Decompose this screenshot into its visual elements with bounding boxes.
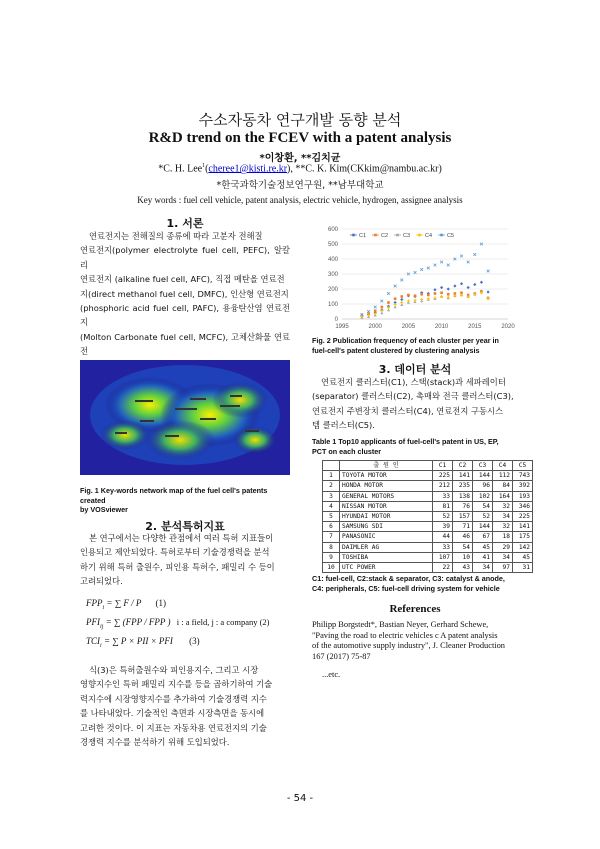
references-etc: ...etc. <box>322 670 341 679</box>
data-point <box>394 303 397 306</box>
table1-note <box>312 574 522 593</box>
table-header-cell: C3 <box>473 461 493 471</box>
table-cell: 144 <box>473 471 493 481</box>
authors-korean: *이창환, **김치균 <box>259 153 341 164</box>
table-cell: 6 <box>323 522 340 532</box>
caption-line: fuel-cell's patent clustered by clustering analysis <box>312 345 480 355</box>
data-point <box>487 270 490 273</box>
data-point <box>447 296 450 299</box>
chart-y-ticks <box>328 227 339 323</box>
text-line: 본 연구에서는 다양한 관점에서 여러 특허 지표들이 <box>89 533 274 543</box>
reference-line: 167 (2017) 75-87 <box>312 651 371 661</box>
legend-marker <box>396 234 399 237</box>
y-tick-label: 600 <box>327 227 338 233</box>
data-point <box>467 261 470 264</box>
legend-marker <box>374 234 377 237</box>
data-point <box>427 294 430 297</box>
table-cell: 43 <box>453 562 473 572</box>
author1-email-close: ), <box>287 163 293 175</box>
eq1-rhs: = ∑ F / P <box>106 598 142 608</box>
table-cell: 10 <box>323 562 340 572</box>
table1-caption <box>312 437 522 456</box>
text-line: 고려한 것이다. 이 지표는 자동차용 연료전지의 기술 <box>80 722 267 733</box>
sec2-after-paragraph <box>80 663 290 749</box>
text-line: 하기 위해 특허 출원수, 피인용 특허수, 패밀리 수 등이 <box>80 561 275 572</box>
table-cell: 107 <box>433 552 453 562</box>
table-cell: 7 <box>323 532 340 542</box>
text-line: 연료전지 (alkaline fuel cell, AFC), 직접 메탄올 연료전 <box>80 274 285 285</box>
table-cell: 212 <box>433 481 453 491</box>
table-cell: HONDA MOTOR <box>340 481 433 491</box>
text-line: 식(3)은 특허출원수와 피인용지수, 그리고 시장 <box>89 665 259 675</box>
table-header-cell: C2 <box>453 461 473 471</box>
y-tick-label: 100 <box>327 302 338 308</box>
intro-heading: 1. 서론 <box>166 217 204 230</box>
data-point <box>400 298 403 301</box>
reference-line: "Paving the road to electric vehicles c A patent analysis <box>312 630 498 640</box>
table-cell: 4 <box>323 501 340 511</box>
table-cell: 52 <box>473 511 493 521</box>
table-cell: PANASONIC <box>340 532 433 542</box>
data-point <box>447 293 450 296</box>
table-row <box>323 511 533 521</box>
table-header-cell <box>323 461 340 471</box>
caption-line: by VOSviewer <box>80 505 128 514</box>
table-cell: 45 <box>513 552 533 562</box>
data-point <box>394 297 397 300</box>
data-point <box>380 300 383 303</box>
fig2-caption <box>312 336 522 355</box>
page-number: - 54 - <box>286 793 314 804</box>
references-heading: References <box>389 603 441 615</box>
table-cell: 45 <box>473 542 493 552</box>
x-tick-label: 2020 <box>501 324 515 330</box>
reference-line: of the automotive supply industry", J. Cleaner Production <box>312 641 505 651</box>
applicants-table <box>322 460 533 573</box>
data-point <box>480 281 483 284</box>
data-point <box>434 292 437 295</box>
data-point <box>440 261 443 264</box>
table-cell: HYUNDAI MOTOR <box>340 511 433 521</box>
table-cell: 34 <box>493 511 513 521</box>
y-tick-label: 400 <box>327 257 338 263</box>
table-cell: 392 <box>513 481 533 491</box>
table-cell: 5 <box>323 511 340 521</box>
equation-3: $TCI_i$ = ∑ P × PII × PFI (3) <box>86 636 200 649</box>
data-point <box>420 293 423 296</box>
table-cell: 1 <box>323 471 340 481</box>
table-header-cell: C1 <box>433 461 453 471</box>
affiliations: *한국과학기술정보연구원, **남부대학교 <box>216 180 384 191</box>
table-row <box>323 562 533 572</box>
table-row <box>323 542 533 552</box>
caption-line: Fig. 2 Publication frequency of each cluster per year in <box>312 336 499 345</box>
data-point <box>420 268 423 271</box>
authors-english <box>0 163 600 174</box>
legend-label: C5 <box>447 233 455 239</box>
data-point <box>486 290 489 293</box>
sec3-heading: 3. 데이터 분석 <box>378 363 452 376</box>
data-point <box>400 295 403 298</box>
legend-marker <box>418 234 421 237</box>
table-cell: 32 <box>493 501 513 511</box>
table-cell: 97 <box>493 562 513 572</box>
data-point <box>374 309 377 312</box>
sec2-heading: 2. 분석특허지표 <box>145 520 225 533</box>
table-cell: 76 <box>453 501 473 511</box>
fig1-caption <box>80 486 290 515</box>
data-point <box>440 286 443 289</box>
table-cell: 10 <box>453 552 473 562</box>
data-point <box>387 292 390 295</box>
table-cell: 102 <box>473 491 493 501</box>
table-cell: TOYOTA MOTOR <box>340 471 433 481</box>
table-cell: 138 <box>453 491 473 501</box>
text-line: (separator) 클러스터(C2), 촉매와 전극 클러스터(C3), <box>312 391 514 402</box>
table-cell: 142 <box>513 542 533 552</box>
table-header-cell: 출 원 인 <box>340 461 433 471</box>
data-point <box>407 300 410 303</box>
author1-superscript: 1 <box>202 163 206 169</box>
table-header-cell: C4 <box>493 461 513 471</box>
data-point <box>447 264 450 267</box>
eq2-rhs: = ∑ (FPP / FPP ) <box>105 617 171 627</box>
y-tick-label: 300 <box>327 272 338 278</box>
table-cell: 141 <box>453 471 473 481</box>
table-cell: 164 <box>493 491 513 501</box>
reference-line: Philipp Borgstedt*, Bastian Neyer, Gerhard Schewe, <box>312 620 489 629</box>
table-row <box>323 552 533 562</box>
y-tick-label: 200 <box>327 287 338 293</box>
caption-line: PCT on each cluster <box>312 446 382 456</box>
data-point <box>400 301 403 304</box>
table-cell: 9 <box>323 552 340 562</box>
legend-label: C4 <box>425 233 433 239</box>
table-cell: 71 <box>453 522 473 532</box>
author1-email-link[interactable]: cheree1@kisti.re.kr <box>208 163 288 175</box>
table-cell: 112 <box>493 471 513 481</box>
equation-2: $PFI_{ij}$ = ∑ (FPP / FPP ) i : a field, j : a company (2) <box>86 617 270 630</box>
table-cell: UTC POWER <box>340 562 433 572</box>
table-cell: TOSHIBA <box>340 552 433 562</box>
text-line: 템 클러스터(C5). <box>312 420 375 431</box>
eq3-rhs: = ∑ P × PII × PFI <box>103 636 173 646</box>
eq2-note: i : a field, j : a company (2) <box>176 617 270 627</box>
table1 <box>322 460 533 573</box>
data-point <box>414 299 417 302</box>
eq1-lhs: FPP <box>86 598 103 608</box>
table-cell: 2 <box>323 481 340 491</box>
table-cell: NISSAN MOTOR <box>340 501 433 511</box>
text-line: 영향지수인 특허 패밀리 지수를 등을 곱하기하여 기술 <box>80 679 273 690</box>
table-cell: 44 <box>433 532 453 542</box>
table-header-cell: C5 <box>513 461 533 471</box>
table-row <box>323 501 533 511</box>
table-header-row <box>323 461 533 471</box>
data-point <box>381 306 384 309</box>
table-cell: 235 <box>453 481 473 491</box>
table-cell: SAMSUNG SDI <box>340 522 433 532</box>
legend-label: C3 <box>403 233 411 239</box>
table-cell: 157 <box>453 511 473 521</box>
caption-line: C1: fuel-cell, C2:stack & separator, C3: catalyst & anode, <box>312 574 505 583</box>
table-cell: 29 <box>493 542 513 552</box>
title-korean: 수소자동차 연구개발 동향 분석 <box>198 111 402 129</box>
data-point <box>473 283 476 286</box>
data-point <box>433 288 436 291</box>
data-point <box>407 294 410 297</box>
eq3-number: (3) <box>189 636 200 646</box>
table-cell: 33 <box>433 491 453 501</box>
sec2-paragraph <box>80 531 290 589</box>
table-row <box>323 481 533 491</box>
data-point <box>473 253 476 256</box>
table-cell: 144 <box>473 522 493 532</box>
caption-line: Fig. 1 Key-words network map of the fuel cell's patents created <box>80 486 268 505</box>
eq1-number: (1) <box>155 598 166 608</box>
table-cell: 96 <box>473 481 493 491</box>
data-point <box>460 255 463 258</box>
text-line: 연료전지 주변장치 클러스터(C4), 연료전지 구동시스 <box>312 405 504 416</box>
chart-gridlines <box>342 229 508 319</box>
table-row <box>323 491 533 501</box>
fig2-scatter-plot <box>310 223 520 335</box>
eq2-lhs: PFI <box>86 617 100 627</box>
caption-line: C4: peripherals, C5: fuel-cell driving system for vehicle <box>312 583 500 593</box>
table-cell: 34 <box>493 552 513 562</box>
legend-label: C2 <box>381 233 389 239</box>
table-row <box>323 522 533 532</box>
text-line: 를 나타내었다. 기술적인 측면과 시장측면을 동시에 <box>80 708 265 719</box>
legend-marker <box>352 234 355 237</box>
x-tick-label: 2005 <box>401 324 416 330</box>
data-point <box>447 287 450 290</box>
data-point <box>420 298 423 301</box>
table-cell: 225 <box>433 471 453 481</box>
data-point <box>414 294 417 297</box>
table-cell: 41 <box>473 552 493 562</box>
data-point <box>434 264 437 267</box>
table-cell: 18 <box>493 532 513 542</box>
eq3-lhs: TCI <box>86 636 101 646</box>
text-line: 연료전지는 전해질의 종류에 따라 고분자 전해질 <box>89 231 263 241</box>
data-point <box>440 291 443 294</box>
table-cell: 32 <box>493 522 513 532</box>
text-line: (phosphoric acid fuel cell, PAFC), 용융탄산염 연료전지 <box>80 303 290 328</box>
y-tick-label: 0 <box>334 317 338 323</box>
table-row <box>323 532 533 542</box>
table-cell: 193 <box>513 491 533 501</box>
x-tick-label: 2010 <box>434 324 449 330</box>
table-row <box>323 471 533 481</box>
author1-email-open: ( <box>205 163 209 175</box>
text-line: 연료전지(polymer electrolyte fuel cell, PEFC), 알칼리 <box>80 245 290 270</box>
data-point <box>394 285 397 288</box>
table-cell: 22 <box>433 562 453 572</box>
table-cell: 31 <box>513 562 533 572</box>
table-cell: 52 <box>433 511 453 521</box>
table-cell: 175 <box>513 532 533 542</box>
x-tick-label: 1995 <box>335 324 349 330</box>
table-cell: 46 <box>453 532 473 542</box>
data-point <box>427 267 430 270</box>
text-line: 인용되고 제안되었다. 특허로부터 기술경쟁력을 분석 <box>80 547 270 558</box>
legend-label: C1 <box>359 233 367 239</box>
chart-points <box>360 243 489 319</box>
data-point <box>414 271 417 274</box>
title-english: R&D trend on the FCEV with a patent analysis <box>148 130 452 146</box>
table-cell: 346 <box>513 501 533 511</box>
x-tick-label: 2015 <box>468 324 482 330</box>
table-cell: 141 <box>513 522 533 532</box>
data-point <box>433 297 436 300</box>
table-cell: 743 <box>513 471 533 481</box>
data-point <box>400 279 403 282</box>
data-point <box>453 284 456 287</box>
text-line: 연료전지 클러스터(C1), 스택(stack)과 세파레이터 <box>321 377 506 387</box>
fig1-heatmap-graphic <box>80 360 290 475</box>
table-cell: 225 <box>513 511 533 521</box>
legend-marker <box>440 234 443 237</box>
table-cell: 81 <box>433 501 453 511</box>
text-line: 력지수에 시장영향지수를 추가하여 기술경쟁력 지수 <box>80 693 267 704</box>
text-line: 지(direct methanol fuel cell, DMFC), 인산형 연료전지 <box>80 288 289 299</box>
data-point <box>467 286 470 289</box>
text-line: (Molton Carbonate fuel cell, MCFC), 고체산화물 연료전 <box>80 331 290 357</box>
table-cell: GENERAL MOTORS <box>340 491 433 501</box>
table-cell: 33 <box>433 542 453 552</box>
data-point <box>427 297 430 300</box>
data-point <box>460 282 463 285</box>
y-tick-label: 500 <box>327 242 338 248</box>
table-cell: 67 <box>473 532 493 542</box>
data-point <box>387 301 390 304</box>
table-cell: 39 <box>433 522 453 532</box>
keywords: Key words : fuel cell vehicle, patent analysis, electric vehicle, hydrogen, assignee analysis <box>137 195 463 205</box>
table-cell: 54 <box>473 501 493 511</box>
author1-name: *C. H. Lee <box>158 163 203 175</box>
references-list <box>312 620 522 662</box>
table-cell: 3 <box>323 491 340 501</box>
equation-1: $FPP_i$ = ∑ F / P (1) <box>86 598 166 611</box>
text-line: 고려되었다. <box>80 576 123 587</box>
table-cell: DAIMLER AG <box>340 542 433 552</box>
table-cell: 8 <box>323 542 340 552</box>
sec3-paragraph <box>312 375 518 433</box>
table-cell: 84 <box>493 481 513 491</box>
caption-line: Table 1 Top10 applicants of fuel-cell's patent in US, EP, <box>312 437 499 446</box>
author2-name: **C. K. Kim(CKkim@nambu.ac.kr) <box>295 163 442 175</box>
text-line: 경쟁력 지수를 분석하기 위해 도입되었다. <box>80 737 230 748</box>
chart-x-ticks <box>335 324 515 330</box>
fig1-network-map <box>80 360 290 475</box>
x-tick-label: 2000 <box>368 324 382 330</box>
chart-legend <box>350 233 454 239</box>
data-point <box>374 306 377 309</box>
table-cell: 54 <box>453 542 473 552</box>
table-cell: 34 <box>473 562 493 572</box>
fig2-chart <box>310 223 520 335</box>
